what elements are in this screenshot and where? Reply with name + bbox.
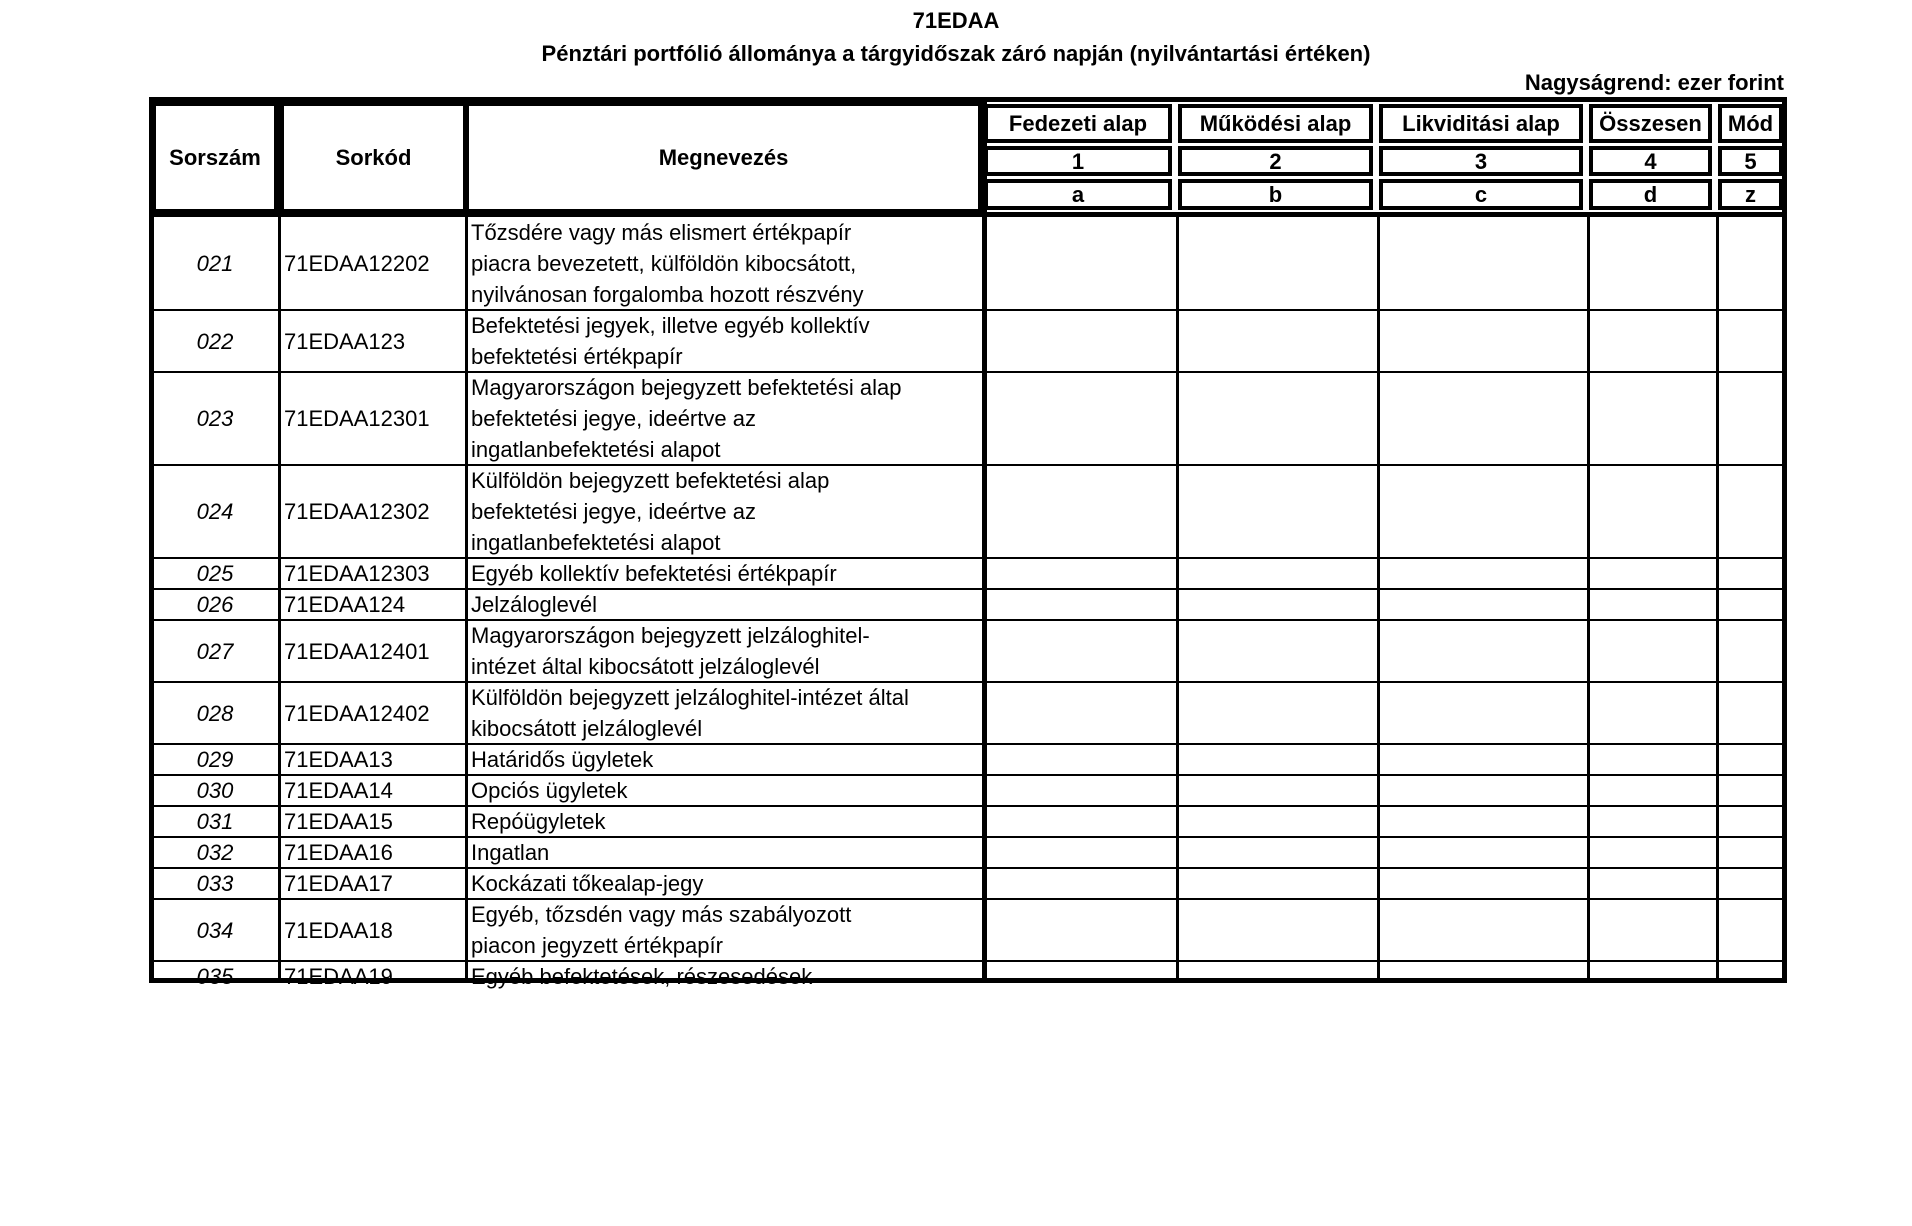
row-megnevezes-line: Magyarországon bejegyzett jelzáloghitel- [471, 623, 870, 648]
unit-label: Nagyságrend: ezer forint [1524, 70, 1784, 95]
row-megnevezes-line: Opciós ügyletek [471, 778, 628, 803]
row-value-cell[interactable] [984, 682, 1175, 744]
row-sorkod: 71EDAA15 [284, 809, 393, 834]
row-value-cell[interactable] [1718, 961, 1786, 992]
row-value-cell[interactable] [1718, 775, 1786, 806]
row-value-cell[interactable] [1178, 961, 1376, 992]
row-value-cell[interactable] [984, 217, 1175, 310]
row-megnevezes-line: nyilvánosan forgalomba hozott részvény [471, 282, 864, 307]
row-megnevezes-line: befektetési értékpapír [471, 344, 683, 369]
form-code: 71EDAA [912, 8, 1000, 33]
column-divider [1377, 213, 1380, 983]
column-divider [1176, 213, 1179, 983]
row-value-cell[interactable] [1178, 744, 1376, 775]
header-col-number: 1 [984, 146, 1172, 176]
row-sorszam: 033 [196, 871, 234, 896]
row-value-cell[interactable] [1379, 837, 1586, 868]
row-value-cell[interactable] [1589, 372, 1715, 465]
row-value-cell[interactable] [1379, 310, 1586, 372]
row-value-cell[interactable] [1379, 558, 1586, 589]
column-divider [1716, 213, 1719, 983]
row-value-cell[interactable] [1718, 310, 1786, 372]
row-megnevezes-line: Egyéb kollektív befektetési értékpapír [471, 561, 837, 586]
row-megnevezes [467, 775, 982, 806]
row-megnevezes-line: befektetési jegye, ideértve az [471, 499, 756, 524]
row-sorkod: 71EDAA124 [284, 592, 406, 617]
column-divider [278, 97, 281, 983]
row-sorkod: 71EDAA16 [284, 840, 393, 865]
row-megnevezes [467, 620, 982, 682]
row-value-cell[interactable] [1718, 465, 1786, 558]
row-megnevezes-line: piacra bevezetett, külföldön kibocsátott, [471, 251, 857, 276]
header-col-label: Fedezeti alap [984, 104, 1172, 143]
row-value-cell[interactable] [1589, 837, 1715, 868]
row-megnevezes-line: kibocsátott jelzáloglevél [471, 716, 703, 741]
row-megnevezes [467, 682, 982, 744]
row-value-cell[interactable] [1379, 899, 1586, 961]
row-sorkod: 71EDAA13 [284, 747, 393, 772]
header-col-label: Mód [1718, 104, 1783, 143]
row-value-cell[interactable] [1718, 217, 1786, 310]
row-megnevezes-line: Magyarországon bejegyzett befektetési alap [471, 375, 902, 400]
row-sorkod: 71EDAA12301 [284, 406, 430, 431]
row-megnevezes [467, 310, 982, 372]
row-sorkod: 71EDAA123 [284, 328, 406, 354]
row-megnevezes [467, 961, 982, 992]
row-value-cell[interactable] [1178, 806, 1376, 837]
row-value-cell[interactable] [1379, 961, 1586, 992]
row-value-cell[interactable] [1589, 217, 1715, 310]
header-sorkod: Sorkód [280, 102, 467, 213]
row-value-cell[interactable] [1718, 620, 1786, 682]
row-value-cell[interactable] [1589, 589, 1715, 620]
row-megnevezes-line: Egyéb befektetések, részesedések [471, 964, 813, 989]
row-value-cell[interactable] [1178, 310, 1376, 372]
row-megnevezes-line: piacon jegyzett értékpapír [471, 933, 723, 958]
row-value-cell[interactable] [984, 310, 1175, 372]
row-value-cell[interactable] [1379, 589, 1586, 620]
header-col-letter: z [1718, 179, 1783, 210]
header-col-number: 5 [1718, 146, 1783, 176]
row-megnevezes [467, 558, 982, 589]
row-value-cell[interactable] [984, 837, 1175, 868]
row-value-cell[interactable] [984, 372, 1175, 465]
row-value-cell[interactable] [1589, 868, 1715, 899]
header-col-letter: b [1178, 179, 1373, 210]
row-value-cell[interactable] [1589, 806, 1715, 837]
row-value-cell[interactable] [1379, 744, 1586, 775]
row-sorszam: 027 [196, 638, 234, 664]
header-col-letter: a [984, 179, 1172, 210]
row-value-cell[interactable] [984, 961, 1175, 992]
row-value-cell[interactable] [1178, 372, 1376, 465]
header-col-label: Likviditási alap [1379, 104, 1583, 143]
row-value-cell[interactable] [1589, 775, 1715, 806]
row-sorkod: 71EDAA12202 [284, 251, 430, 276]
row-megnevezes-line: Ingatlan [471, 840, 550, 865]
row-value-cell[interactable] [1379, 682, 1586, 744]
page-title: Pénztári portfólió állománya a tárgyidőszak záró napján (nyilvántartási értéken) [541, 41, 1371, 66]
row-value-cell[interactable] [984, 899, 1175, 961]
row-value-cell[interactable] [1718, 837, 1786, 868]
column-divider [982, 97, 987, 983]
row-sorkod: 71EDAA14 [284, 778, 393, 803]
row-megnevezes-line: ingatlanbefektetési alapot [471, 530, 721, 555]
row-value-cell[interactable] [1178, 682, 1376, 744]
row-value-cell[interactable] [1178, 775, 1376, 806]
row-sorszam: 028 [196, 700, 234, 726]
row-sorszam: 023 [196, 406, 234, 431]
column-divider [465, 97, 468, 983]
row-sorszam: 029 [196, 747, 234, 772]
row-megnevezes [467, 806, 982, 837]
row-megnevezes-line: intézet által kibocsátott jelzáloglevél [471, 654, 820, 679]
row-value-cell[interactable] [1589, 620, 1715, 682]
row-sorszam: 031 [196, 809, 234, 834]
row-sorszam: 025 [196, 561, 234, 586]
row-value-cell[interactable] [1178, 868, 1376, 899]
row-value-cell[interactable] [1589, 465, 1715, 558]
row-megnevezes-line: Kockázati tőkealap-jegy [471, 871, 704, 896]
row-value-cell[interactable] [1379, 620, 1586, 682]
row-megnevezes-line: Tőzsdére vagy más elismert értékpapír [471, 220, 852, 245]
row-value-cell[interactable] [1589, 961, 1715, 992]
row-value-cell[interactable] [984, 589, 1175, 620]
row-sorkod: 71EDAA17 [284, 871, 393, 896]
row-value-cell[interactable] [1178, 837, 1376, 868]
row-value-cell[interactable] [1178, 589, 1376, 620]
row-value-cell[interactable] [1379, 868, 1586, 899]
row-megnevezes-line: befektetési jegye, ideértve az [471, 406, 756, 431]
row-megnevezes-line: Egyéb, tőzsdén vagy más szabályozott [471, 902, 852, 927]
row-megnevezes [467, 589, 982, 620]
header-col-number: 4 [1589, 146, 1712, 176]
row-value-cell[interactable] [1718, 806, 1786, 837]
row-sorszam: 034 [196, 917, 234, 943]
row-sorkod: 71EDAA12401 [284, 638, 430, 664]
header-col-label: Működési alap [1178, 104, 1373, 143]
row-value-cell[interactable] [984, 620, 1175, 682]
row-megnevezes [467, 217, 982, 310]
row-value-cell[interactable] [1718, 589, 1786, 620]
row-value-cell[interactable] [1718, 868, 1786, 899]
row-value-cell[interactable] [1718, 558, 1786, 589]
row-megnevezes-line: Jelzáloglevél [471, 592, 597, 617]
row-value-cell[interactable] [1178, 217, 1376, 310]
row-value-cell[interactable] [1379, 217, 1586, 310]
row-sorszam: 021 [196, 251, 234, 276]
row-value-cell[interactable] [1718, 899, 1786, 961]
row-value-cell[interactable] [1589, 310, 1715, 372]
row-sorkod: 71EDAA18 [284, 917, 393, 943]
row-sorszam: 026 [196, 592, 234, 617]
row-value-cell[interactable] [1178, 465, 1376, 558]
row-megnevezes [467, 868, 982, 899]
row-value-cell[interactable] [1589, 744, 1715, 775]
row-value-cell[interactable] [1379, 465, 1586, 558]
row-value-cell[interactable] [1178, 899, 1376, 961]
row-value-cell[interactable] [1379, 775, 1586, 806]
row-value-cell[interactable] [1589, 558, 1715, 589]
header-col-letter: c [1379, 179, 1583, 210]
row-sorkod: 71EDAA12303 [284, 561, 430, 586]
row-value-cell[interactable] [1379, 806, 1586, 837]
header-col-number: 2 [1178, 146, 1373, 176]
row-megnevezes-line: Repóügyletek [471, 809, 606, 834]
row-value-cell[interactable] [1589, 899, 1715, 961]
row-megnevezes [467, 465, 982, 558]
row-megnevezes [467, 837, 982, 868]
row-value-cell[interactable] [1718, 744, 1786, 775]
row-value-cell[interactable] [984, 465, 1175, 558]
row-value-cell[interactable] [1178, 620, 1376, 682]
row-value-cell[interactable] [984, 744, 1175, 775]
row-value-cell[interactable] [1718, 372, 1786, 465]
row-megnevezes [467, 372, 982, 465]
row-sorkod: 71EDAA12402 [284, 700, 430, 726]
row-value-cell[interactable] [1589, 682, 1715, 744]
row-sorszam: 022 [196, 328, 234, 354]
row-value-cell[interactable] [1178, 558, 1376, 589]
row-sorszam: 030 [196, 778, 234, 803]
row-value-cell[interactable] [1718, 682, 1786, 744]
header-col-number: 3 [1379, 146, 1583, 176]
row-sorkod: 71EDAA19 [284, 964, 393, 989]
row-megnevezes-line: Külföldön bejegyzett befektetési alap [471, 468, 830, 493]
row-value-cell[interactable] [984, 558, 1175, 589]
row-megnevezes-line: Befektetési jegyek, illetve egyéb kollektív [471, 313, 870, 338]
row-sorszam: 032 [196, 840, 234, 865]
row-value-cell[interactable] [984, 775, 1175, 806]
row-megnevezes-line: Határidős ügyletek [471, 747, 654, 772]
header-col-letter: d [1589, 179, 1712, 210]
row-value-cell[interactable] [984, 806, 1175, 837]
row-value-cell[interactable] [984, 868, 1175, 899]
row-megnevezes-line: Külföldön bejegyzett jelzáloghitel-intézet által [471, 685, 909, 710]
row-value-cell[interactable] [1379, 372, 1586, 465]
column-divider [1587, 213, 1590, 983]
header-col-label: Összesen [1589, 104, 1712, 143]
header-sorszam: Sorszám [152, 102, 278, 213]
row-megnevezes [467, 899, 982, 961]
row-sorkod: 71EDAA12302 [284, 499, 430, 524]
row-megnevezes [467, 744, 982, 775]
header-megnevezes: Megnevezés [465, 102, 982, 213]
row-sorszam: 035 [196, 964, 234, 989]
row-megnevezes-line: ingatlanbefektetési alapot [471, 437, 721, 462]
row-sorszam: 024 [196, 499, 234, 524]
